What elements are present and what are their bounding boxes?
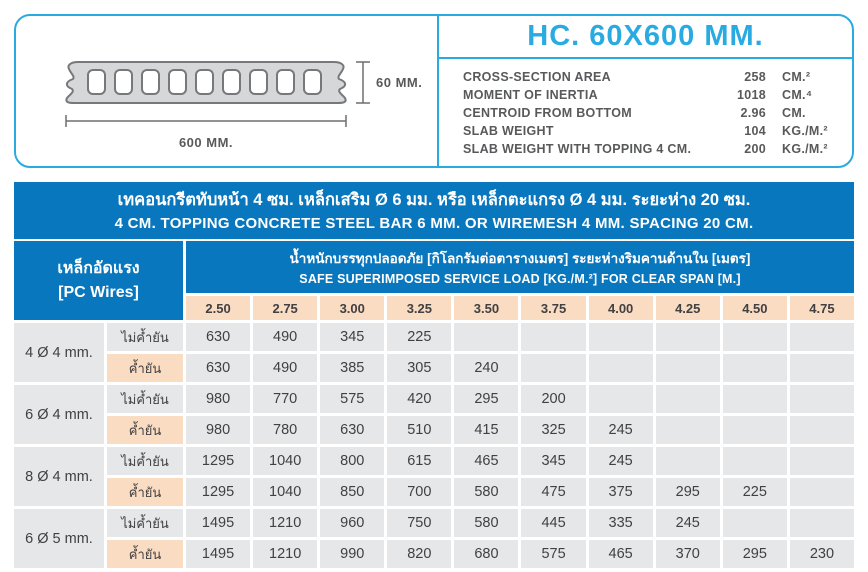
load-value-cell: 305: [387, 354, 451, 382]
load-value-cell: [656, 354, 720, 382]
load-value-cell: [656, 323, 720, 351]
load-value-cell: 465: [589, 540, 653, 568]
load-value-cell: 295: [656, 478, 720, 506]
load-value-cell: [723, 509, 787, 537]
load-value-cell: [589, 354, 653, 382]
load-value-cell: 980: [186, 385, 250, 413]
load-value-cell: 375: [589, 478, 653, 506]
load-value-cell: 580: [454, 478, 518, 506]
span-header-cell: 4.25: [656, 296, 720, 320]
height-dimension-label: 60 MM.: [376, 75, 423, 90]
load-value-cell: [790, 385, 854, 413]
load-value-cell: [656, 416, 720, 444]
load-value-cell: [656, 385, 720, 413]
pc-wires-header-thai: เหล็กอัดแรง: [57, 259, 140, 277]
spec-box: [14, 14, 854, 168]
load-value-cell: 490: [253, 323, 317, 351]
load-value-cell: 245: [589, 447, 653, 475]
load-value-cell: 510: [387, 416, 451, 444]
load-value-cell: 230: [790, 540, 854, 568]
load-grid: [14, 241, 854, 568]
load-value-cell: [790, 447, 854, 475]
spec-name: CROSS-SECTION AREA: [463, 70, 612, 84]
load-value-cell: 240: [454, 354, 518, 382]
support-condition-label: ค้ำยัน: [107, 354, 183, 382]
load-value-cell: 750: [387, 509, 451, 537]
spec-value: 104: [744, 124, 766, 138]
wire-group-label: 4 Ø 4 mm.: [14, 323, 104, 382]
load-value-cell: 415: [454, 416, 518, 444]
spec-value: 2.96: [740, 106, 766, 120]
width-dimension: [66, 115, 346, 127]
spec-name: SLAB WEIGHT: [463, 124, 554, 138]
spec-unit: KG./M.²: [782, 124, 828, 138]
load-value-cell: [521, 354, 585, 382]
load-value-cell: 1295: [186, 478, 250, 506]
pc-wires-header-english: [PC Wires]: [58, 283, 139, 301]
spec-value: 1018: [736, 88, 766, 102]
load-value-cell: 245: [589, 416, 653, 444]
load-value-cell: 580: [454, 509, 518, 537]
support-condition-label: ค้ำยัน: [107, 416, 183, 444]
wire-group-label: 8 Ø 4 mm.: [14, 447, 104, 506]
load-value-cell: 680: [454, 540, 518, 568]
load-value-cell: [723, 416, 787, 444]
load-table-section: [14, 182, 854, 568]
span-header-cell: 3.00: [320, 296, 384, 320]
pc-wires-header: [14, 241, 183, 320]
span-header-cell: 4.00: [589, 296, 653, 320]
load-value-cell: [790, 323, 854, 351]
support-condition-label: ไม่ค้ำยัน: [107, 323, 183, 351]
load-value-cell: 1040: [253, 478, 317, 506]
wire-group-label: 6 Ø 4 mm.: [14, 385, 104, 444]
spec-row-cross-section-area: [463, 68, 830, 86]
load-value-cell: 295: [723, 540, 787, 568]
load-value-cell: [521, 323, 585, 351]
load-value-cell: 370: [656, 540, 720, 568]
load-value-cell: [589, 323, 653, 351]
load-value-cell: [656, 447, 720, 475]
load-value-cell: 630: [320, 416, 384, 444]
load-value-cell: 225: [723, 478, 787, 506]
spec-title-row: [439, 16, 852, 59]
load-value-cell: 200: [521, 385, 585, 413]
topping-banner-thai: เทคอนกรีตทับหน้า 4 ซม. เหล็กเสริม Ø 6 มม. หรือ เหล็กตะแกรง Ø 4 มม. ระยะห่าง 20 ซม.: [117, 191, 751, 209]
load-value-cell: [790, 509, 854, 537]
load-value-cell: 960: [320, 509, 384, 537]
spec-unit: CM.⁴: [782, 88, 813, 102]
span-header-cell: 3.50: [454, 296, 518, 320]
span-header-cell: 2.50: [186, 296, 250, 320]
load-value-cell: 385: [320, 354, 384, 382]
width-dimension-label: 600 MM.: [178, 135, 234, 150]
load-value-cell: 1040: [253, 447, 317, 475]
load-value-cell: 245: [656, 509, 720, 537]
spec-row-moment-of-inertia: [463, 86, 830, 104]
load-value-cell: 445: [521, 509, 585, 537]
load-value-cell: 1495: [186, 509, 250, 537]
spec-properties: [439, 59, 852, 166]
load-value-cell: 575: [521, 540, 585, 568]
load-value-cell: 345: [521, 447, 585, 475]
support-condition-label: ไม่ค้ำยัน: [107, 385, 183, 413]
spec-name: MOMENT OF INERTIA: [463, 88, 598, 102]
load-value-cell: [723, 447, 787, 475]
load-value-cell: [790, 478, 854, 506]
topping-banner: [14, 182, 854, 239]
load-value-cell: [454, 323, 518, 351]
support-condition-label: ไม่ค้ำยัน: [107, 509, 183, 537]
load-value-cell: 1210: [253, 509, 317, 537]
support-condition-label: ไม่ค้ำยัน: [107, 447, 183, 475]
hollow-core-slab-drawing: [16, 16, 437, 166]
spec-panel: [437, 16, 852, 166]
load-value-cell: 770: [253, 385, 317, 413]
load-value-cell: 1210: [253, 540, 317, 568]
load-value-cell: 225: [387, 323, 451, 351]
load-value-cell: 820: [387, 540, 451, 568]
height-dimension: [356, 62, 370, 103]
slab-cores: [88, 70, 321, 94]
topping-banner-english: 4 CM. TOPPING CONCRETE STEEL BAR 6 MM. OR WIREMESH 4 MM. SPACING 20 CM.: [114, 215, 754, 232]
span-header-cell: 4.50: [723, 296, 787, 320]
load-value-cell: 1495: [186, 540, 250, 568]
product-title: HC. 60X600 MM.: [527, 20, 764, 52]
load-value-cell: 780: [253, 416, 317, 444]
span-header-cell: 4.75: [790, 296, 854, 320]
load-value-cell: 490: [253, 354, 317, 382]
load-value-cell: 335: [589, 509, 653, 537]
load-value-cell: 575: [320, 385, 384, 413]
load-value-cell: 800: [320, 447, 384, 475]
support-condition-label: ค้ำยัน: [107, 478, 183, 506]
spec-unit: CM.²: [782, 70, 811, 84]
spec-name: SLAB WEIGHT WITH TOPPING 4 CM.: [463, 142, 692, 156]
spec-row-centroid: [463, 104, 830, 122]
load-value-cell: 630: [186, 354, 250, 382]
wire-group-label: 6 Ø 5 mm.: [14, 509, 104, 568]
load-value-cell: 700: [387, 478, 451, 506]
span-header-cell: 2.75: [253, 296, 317, 320]
load-value-cell: 325: [521, 416, 585, 444]
load-value-cell: [790, 416, 854, 444]
load-value-cell: 465: [454, 447, 518, 475]
spec-row-slab-weight: [463, 122, 830, 140]
load-value-cell: 630: [186, 323, 250, 351]
spec-value: 258: [744, 70, 766, 84]
load-value-cell: 1295: [186, 447, 250, 475]
safe-load-header: [186, 241, 854, 293]
load-value-cell: [790, 354, 854, 382]
cross-section-diagram: [16, 16, 437, 166]
span-header-cell: 3.75: [521, 296, 585, 320]
load-value-cell: [723, 354, 787, 382]
load-value-cell: 850: [320, 478, 384, 506]
load-value-cell: 615: [387, 447, 451, 475]
load-value-cell: [723, 323, 787, 351]
load-value-cell: [723, 385, 787, 413]
spec-unit: CM.: [782, 106, 806, 120]
support-condition-label: ค้ำยัน: [107, 540, 183, 568]
load-value-cell: 420: [387, 385, 451, 413]
load-value-cell: 345: [320, 323, 384, 351]
safe-load-header-english: SAFE SUPERIMPOSED SERVICE LOAD [KG./M.²] FOR CLEAR SPAN [M.]: [299, 271, 741, 286]
spec-row-slab-weight-topping: [463, 140, 830, 158]
spec-unit: KG./M.²: [782, 142, 828, 156]
load-value-cell: 295: [454, 385, 518, 413]
safe-load-header-thai: น้ำหนักบรรทุกปลอดภัย [กิโลกรัมต่อตารางเมตร] ระยะห่างริมคานด้านใน [เมตร]: [289, 250, 751, 266]
load-value-cell: 990: [320, 540, 384, 568]
load-value-cell: [589, 385, 653, 413]
load-value-cell: 475: [521, 478, 585, 506]
load-value-cell: 980: [186, 416, 250, 444]
spec-value: 200: [744, 142, 766, 156]
span-header-cell: 3.25: [387, 296, 451, 320]
spec-name: CENTROID FROM BOTTOM: [463, 106, 632, 120]
